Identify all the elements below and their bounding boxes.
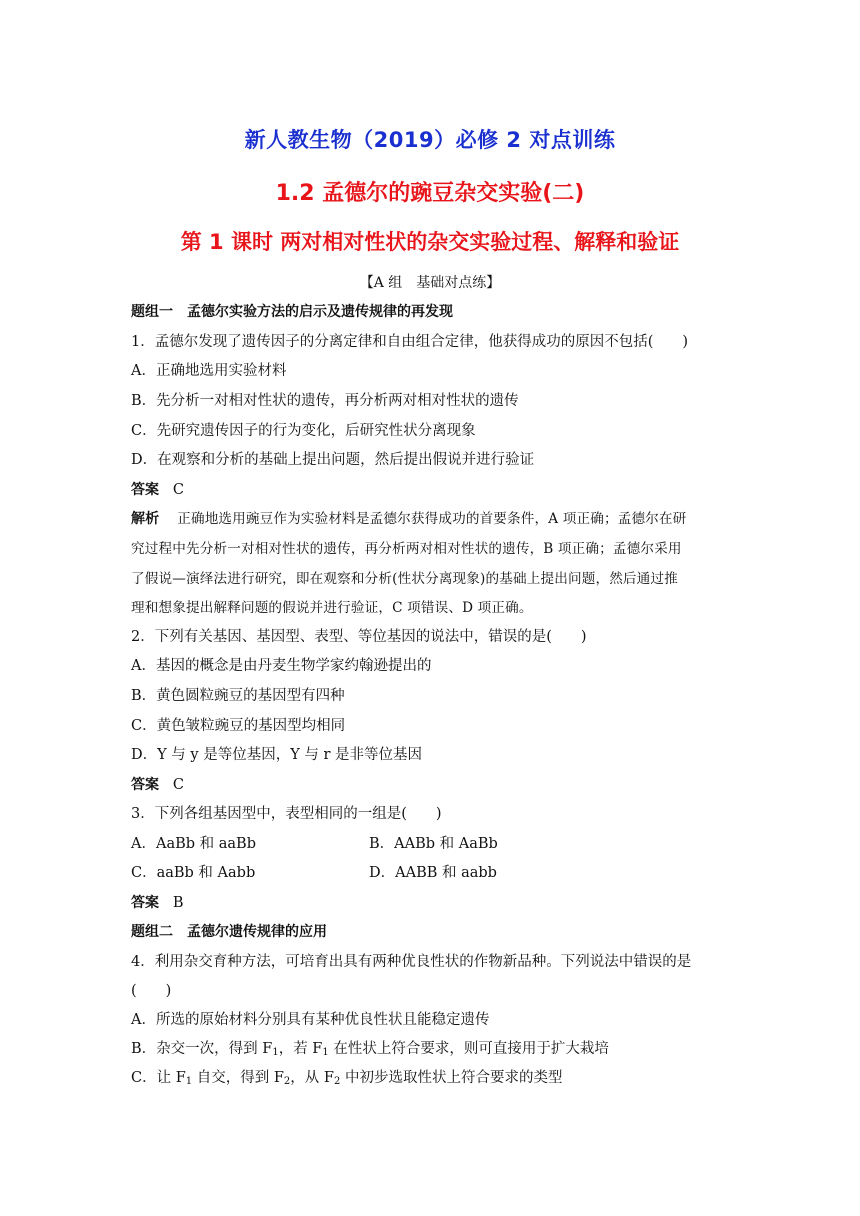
question-1-explanation-line-1 [131,509,686,529]
question-2-option-c: C．黄色皱粒豌豆的基因型均相同 [131,718,346,734]
question-1-option-d: D．在观察和分析的基础上提出问题，然后提出假说并进行验证 [131,452,535,468]
answer-value: C [172,777,184,793]
question-2-option-d: D．Y 与 y 是等位基因，Y 与 r 是非等位基因 [131,747,423,763]
topic-heading-2: 题组二 孟德尔遗传规律的应用 [131,924,327,940]
question-1-option-c: C．先研究遗传因子的行为变化，后研究性状分离现象 [131,423,476,439]
question-1-option-a: A．正确地选用实验材料 [131,363,287,379]
section-title: 1.2 孟德尔的豌豆杂交实验(二) [275,181,585,206]
answer-label: 答案 [131,482,159,498]
question-2-answer [131,775,184,795]
question-4-option-c: C．让 $F_1$ 自交，得到 $F_2$，从 $F_2$ 中初步选取性状上符合要求的类型 [131,1070,563,1087]
question-1-stem: 1．孟德尔发现了遗传因子的分离定律和自由组合定律，他获得成功的原因不包括( ) [131,334,689,350]
question-3-option-a: A．AaBb 和 aaBb [131,836,256,852]
question-1-explanation-line-4: 理和想象提出解释问题的假说并进行验证，C 项错误、D 项正确。 [131,600,533,616]
question-2-option-a: A．基因的概念是由丹麦生物学家约翰逊提出的 [131,658,432,674]
group-label: 【A 组 基础对点练】 [359,275,501,291]
question-3-stem: 3．下列各组基因型中，表型相同的一组是( ) [131,806,442,822]
answer-label: 答案 [131,895,159,911]
question-3-option-c: C．aaBb 和 Aabb [131,865,256,881]
lesson-title: 第 1 课时 两对相对性状的杂交实验过程、解释和验证 [180,230,680,254]
question-1-answer [131,480,184,500]
question-4-stem-line-2: ( ) [131,983,172,999]
question-1-explanation-line-3: 了假说—演绎法进行研究，即在观察和分析(性状分离现象)的基础上提出问题，然后通过推 [131,571,678,587]
question-3-answer [131,893,183,913]
document-title: 新人教生物（2019）必修 2 对点训练 [244,128,616,152]
explanation-text: 正确地选用豌豆作为实验材料是孟德尔获得成功的首要条件，A 项正确；孟德尔在研 [177,511,687,527]
question-1-option-b: B．先分析一对相对性状的遗传，再分析两对相对性状的遗传 [131,393,519,409]
question-2-stem: 2．下列有关基因、基因型、表型、等位基因的说法中，错误的是( ) [131,629,587,645]
topic-heading-1: 题组一 孟德尔实验方法的启示及遗传规律的再发现 [131,304,453,320]
question-4-option-b: B．杂交一次，得到 $F_1$，若 $F_1$ 在性状上符合要求，则可直接用于扩大栽培 [131,1041,609,1058]
explanation-label: 解析 [131,511,160,527]
question-4-stem-line-1: 4．利用杂交育种方法，可培育出具有两种优良性状的作物新品种。下列说法中错误的是 [131,954,692,970]
question-2-option-b: B．黄色圆粒豌豆的基因型有四种 [131,688,345,704]
question-3-option-b: B．AABb 和 AaBb [369,836,498,852]
question-1-explanation-line-2: 究过程中先分析一对相对性状的遗传，再分析两对相对性状的遗传，B 项正确；孟德尔采用 [131,541,682,557]
answer-value: B [172,895,184,911]
answer-label: 答案 [131,777,159,793]
answer-value: C [172,482,184,498]
question-3-option-d: D．AABB 和 aabb [369,865,497,881]
question-4-option-a: A．所选的原始材料分别具有某种优良性状且能稳定遗传 [131,1012,490,1028]
